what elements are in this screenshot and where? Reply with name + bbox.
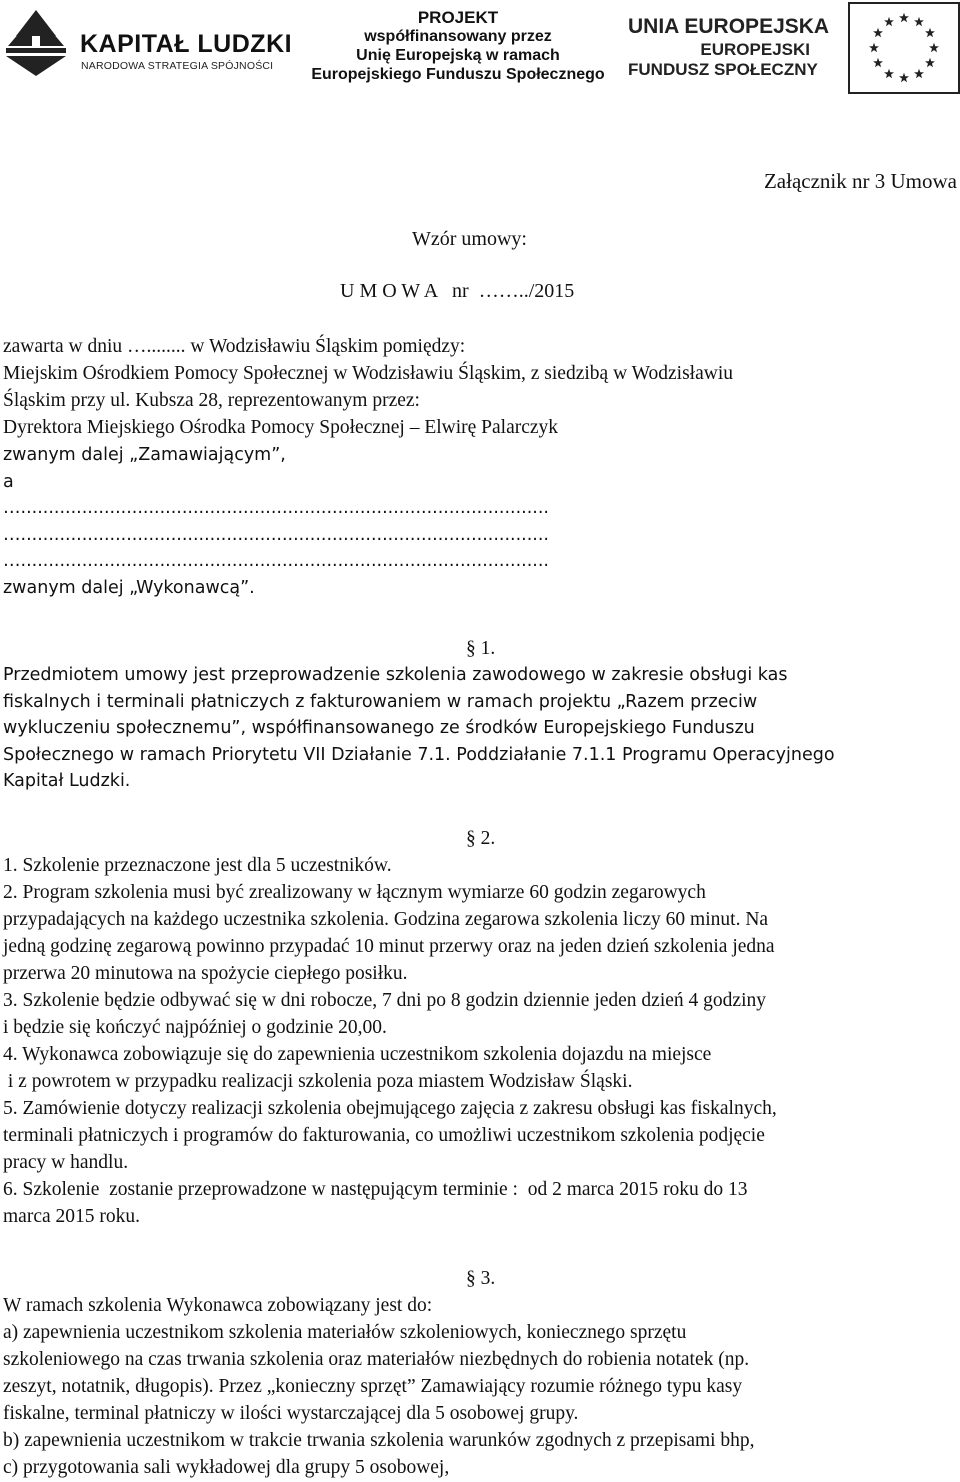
eu-flag-icon	[848, 2, 960, 94]
section-2-body	[3, 852, 958, 1230]
section-line: a) zapewnienia uczestnikom szkolenia materiałów szkoleniowych, koniecznego sprzętu	[3, 1322, 687, 1343]
section-line: terminali płatniczych i programów do fakturowania, co umożliwi uczestnikom szkolenia podjęcie	[3, 1125, 765, 1146]
section-line: Społecznego w ramach Priorytetu VII Działanie 7.1. Poddziałanie 7.1.1 Programu Operacyjnego	[3, 744, 835, 765]
section-line: Przedmiotem umowy jest przeprowadzenie szkolenia zawodowego w zakresie obsługi kas	[3, 665, 788, 685]
contractor-dots-line: …...............................................................................................	[3, 498, 549, 518]
intro-line: zawarta w dniu …........ w Wodzisławiu Śląskim pomiędzy:	[3, 336, 466, 357]
section-line: 1. Szkolenie przeznaczone jest dla 5 uczestników.	[3, 855, 392, 876]
intro-line: Miejskim Ośrodkiem Pomocy Społecznej w Wodzisławiu Śląskim, z siedzibą w Wodzisławiu	[3, 363, 734, 384]
intro-line: Śląskim przy ul. Kubsza 28, reprezentowanym przez:	[3, 390, 420, 411]
section-line: szkoleniowego na czas trwania szkolenia oraz materiałów niezbędnych do robienia notatek (np.	[3, 1349, 750, 1370]
eu-line: FUNDUSZ SPOŁECZNY	[628, 60, 818, 79]
section-3-body	[3, 1292, 958, 1481]
intro-line: a	[3, 471, 14, 492]
contractor-label: zwanym dalej „Wykonawcą”.	[3, 577, 255, 598]
section-heading: § 3.	[466, 1268, 496, 1289]
eu-line: EUROPEJSKI	[700, 40, 810, 59]
kapital-ludzki-logo	[0, 2, 293, 82]
project-funding-text	[298, 8, 618, 84]
section-line: pracy w handlu.	[3, 1152, 129, 1173]
section-line: fiskalne, terminal płatniczy w ilości wystarczającej dla 5 osobowej grupy.	[3, 1403, 579, 1424]
project-line: PROJEKT	[417, 8, 499, 27]
contract-parties-sans	[3, 442, 958, 601]
section-line: wykluczeniu społecznemu”, współfinansowanego ze środków Europejskiego Funduszu	[3, 718, 755, 738]
contractor-dots-line: …...............................................................................................	[3, 551, 549, 571]
section-heading: § 1.	[466, 638, 496, 659]
section-line: 4. Wykonawca zobowiązuje się do zapewnienia uczestnikom szkolenia dojazdu na miejsce	[3, 1044, 712, 1065]
kapital-ludzki-subtitle: NARODOWA STRATEGIA SPÓJNOŚCI	[81, 60, 274, 72]
project-line: Unię Europejską w ramach	[356, 47, 560, 64]
section-line: i będzie się kończyć najpóźniej o godzinie 20,00.	[3, 1017, 387, 1038]
section-line: marca 2015 roku.	[3, 1206, 140, 1227]
section-line: 2. Program szkolenia musi być zrealizowany w łącznym wymiarze 60 godzin zegarowych	[3, 882, 706, 903]
section-heading: § 2.	[466, 828, 496, 849]
section-line: i z powrotem w przypadku realizacji szkolenia poza miastem Wodzisław Śląski.	[3, 1071, 633, 1092]
section-line: W ramach szkolenia Wykonawca zobowiązany jest do:	[3, 1295, 433, 1316]
template-label: Wzór umowy:	[412, 228, 527, 250]
section-line: Kapitał Ludzki.	[3, 771, 131, 791]
contractor-dots-line: …...............................................................................................	[3, 524, 549, 545]
section-line: 3. Szkolenie będzie odbywać się w dni robocze, 7 dni po 8 godzin dziennie jeden dzień 4 godziny	[3, 990, 766, 1011]
section-line: b) zapewnienia uczestnikom w trakcie trwania szkolenia warunków zgodnych z przepisami bhp,	[3, 1430, 755, 1451]
annex-label: Załącznik nr 3 Umowa	[763, 169, 957, 193]
section-1-body	[3, 662, 958, 795]
eu-logo-text	[628, 14, 830, 80]
section-line: 5. Zamówienie dotyczy realizacji szkolenia obejmującego zajęcia z zakresu obsługi kas fiskalnych,	[3, 1098, 777, 1119]
project-line: Europejskiego Funduszu Społecznego	[311, 66, 605, 83]
kapital-ludzki-emblem-icon	[2, 6, 70, 78]
contract-title: U M O W A nr ……../2015	[340, 280, 575, 302]
section-line: przerwa 20 minutowa na spożycie ciepłego posiłku.	[3, 963, 408, 984]
project-line: współfinansowany przez	[364, 28, 552, 45]
contract-parties	[3, 333, 958, 441]
section-line: jedną godzinę zegarową powinno przypadać 10 minut przerwy oraz na jeden dzień szkolenia jedna	[3, 936, 775, 957]
section-line: c) przygotowania sali wykładowej dla grupy 5 osobowej,	[3, 1457, 450, 1478]
section-line: zeszyt, notatnik, długopis). Przez „konieczny sprzęt” Zamawiający rozumie różnego typu kasy	[3, 1376, 743, 1397]
intro-line: zwanym dalej „Zamawiającym”,	[3, 445, 286, 465]
section-line: 6. Szkolenie zostanie przeprowadzone w następującym terminie : od 2 marca 2015 roku do 13	[3, 1179, 748, 1200]
kapital-ludzki-title: KAPITAŁ LUDZKI	[80, 30, 293, 58]
eu-line: UNIA EUROPEJSKA	[628, 15, 830, 38]
section-line: przypadających na każdego uczestnika szkolenia. Godzina zegarowa szkolenia liczy 60 minut. Na	[3, 909, 769, 930]
section-line: fiskalnych i terminali płatniczych z fakturowaniem w ramach projektu „Razem przeciw	[3, 691, 758, 712]
intro-line: Dyrektora Miejskiego Ośrodka Pomocy Społecznej – Elwirę Palarczyk	[3, 417, 559, 438]
